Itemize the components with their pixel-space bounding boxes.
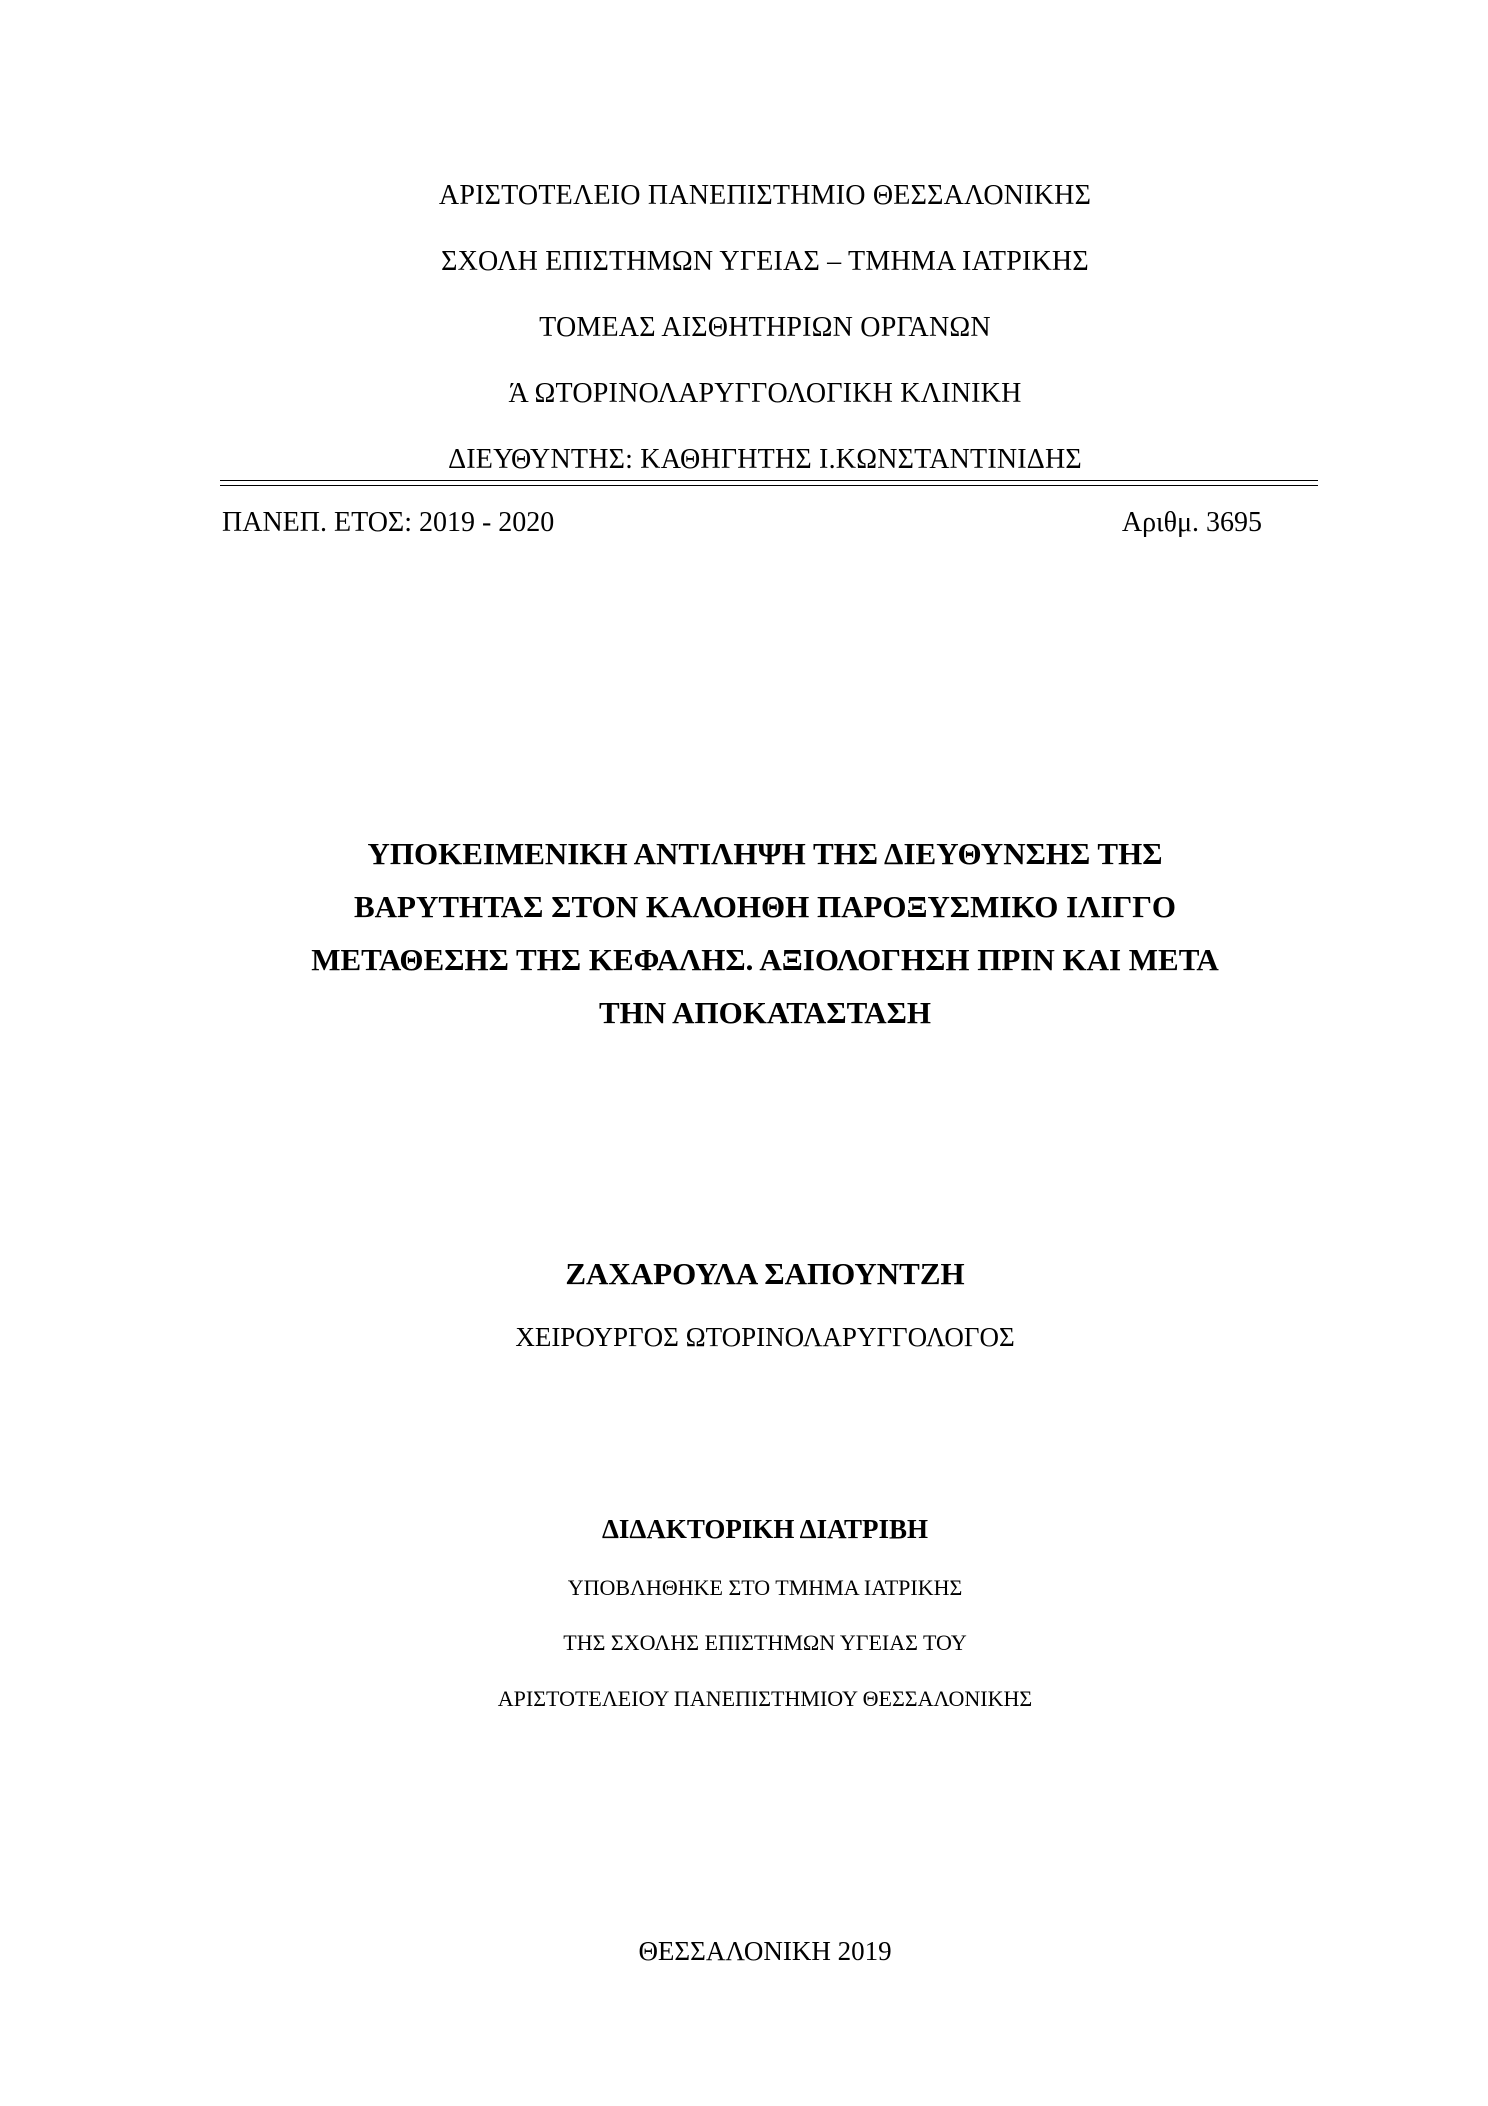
submission-line: ΤΗΣ ΣΧΟΛΗΣ ΕΠΙΣΤΗΜΩΝ ΥΓΕΙΑΣ ΤΟΥ	[563, 1630, 967, 1655]
school-department: ΣΧΟΛΗ ΕΠΙΣΤΗΜΩΝ ΥΓΕΙΑΣ – ΤΜΗΜΑ ΙΑΤΡΙΚΗΣ	[441, 246, 1089, 277]
clinic-name: Ά ΩΤΟΡΙΝΟΛΑΡΥΓΓΟΛΟΓΙΚΗ ΚΛΙΝΙΚΗ	[508, 378, 1022, 409]
thesis-type: ΔΙΔΑΚΤΟΡΙΚΗ ΔΙΑΤΡΙΒΗ	[602, 1514, 928, 1544]
director-line: ΔΙΕΥΘΥΝΤΗΣ: ΚΑΘΗΓΗΤΗΣ Ι.ΚΩΝΣΤΑΝΤΙΝΙΔΗΣ	[448, 444, 1082, 475]
title-line: ΜΕΤΑΘΕΣΗΣ ΤΗΣ ΚΕΦΑΛΗΣ. ΑΞΙΟΛΟΓΗΣΗ ΠΡΙΝ ΚΑΙ ΜΕΤΑ	[311, 942, 1219, 977]
place-year: ΘΕΣΣΑΛΟΝΙΚΗ 2019	[638, 1936, 892, 1966]
academic-year: ΠΑΝΕΠ. ΕΤΟΣ: 2019 - 2020	[222, 507, 555, 538]
title-line: ΥΠΟΚΕΙΜΕΝΙΚΗ ΑΝΤΙΛΗΨΗ ΤΗΣ ΔΙΕΥΘΥΝΣΗΣ ΤΗΣ	[367, 836, 1163, 871]
author-name: ΖΑΧΑΡΟΥΛΑ ΣΑΠΟΥΝΤΖΗ	[565, 1256, 965, 1291]
university-name: ΑΡΙΣΤΟΤΕΛΕΙΟ ΠΑΝΕΠΙΣΤΗΜΙΟ ΘΕΣΣΑΛΟΝΙΚΗΣ	[438, 180, 1092, 211]
title-line: ΒΑΡΥΤΗΤΑΣ ΣΤΟΝ ΚΑΛΟΗΘΗ ΠΑΡΟΞΥΣΜΙΚΟ ΙΛΙΓΓΟ	[353, 889, 1177, 924]
header-divider-top	[220, 480, 1318, 481]
document-number: Αριθμ. 3695	[1121, 507, 1262, 538]
submission-line: ΑΡΙΣΤΟΤΕΛΕΙΟΥ ΠΑΝΕΠΙΣΤΗΜΙΟΥ ΘΕΣΣΑΛΟΝΙΚΗΣ	[497, 1686, 1033, 1711]
thesis-title	[0, 827, 1488, 1039]
title-line: ΤΗΝ ΑΠΟΚΑΤΑΣΤΑΣΗ	[598, 995, 932, 1030]
sector-name: ΤΟΜΕΑΣ ΑΙΣΘΗΤΗΡΙΩΝ ΟΡΓΑΝΩΝ	[539, 312, 991, 343]
submission-line: ΥΠΟΒΛΗΘΗΚΕ ΣΤΟ ΤΜΗΜΑ ΙΑΤΡΙΚΗΣ	[567, 1575, 963, 1600]
author-role: ΧΕΙΡΟΥΡΓΟΣ ΩΤΟΡΙΝΟΛΑΡΥΓΓΟΛΟΓΟΣ	[515, 1322, 1015, 1352]
header-divider-bottom	[220, 485, 1318, 486]
